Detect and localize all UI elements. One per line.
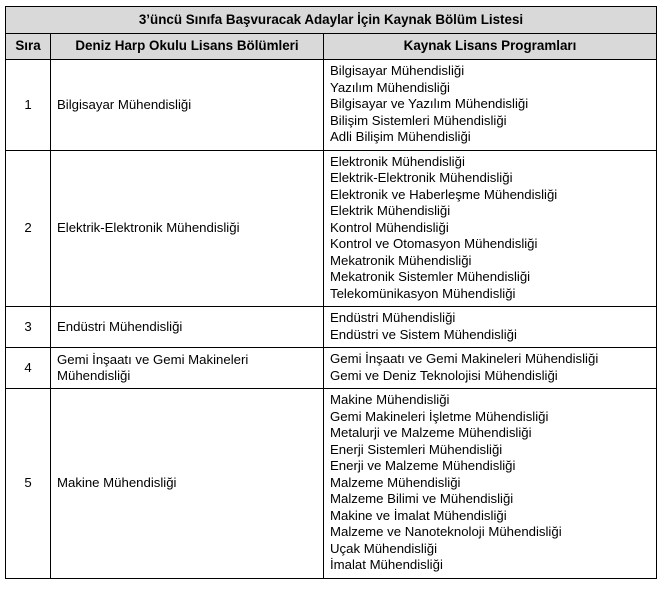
row-index: 1 [6,60,51,151]
program-item: Elektronik Mühendisliği [330,153,465,169]
program-item: Enerji ve Malzeme Mühendisliği [330,458,516,473]
program-item: Yazılım Mühendisliği [330,79,450,95]
row-index: 4 [6,348,51,389]
program-item: Bilgisayar ve Yazılım Mühendisliği [330,96,529,111]
program-item: Malzeme ve Nanoteknoloji Mühendisliği [330,524,562,539]
row-department: Bilgisayar Mühendisliği [51,60,324,151]
header-index: Sıra [6,34,51,60]
row-index: 3 [6,307,51,348]
row-programs [324,389,657,579]
program-item: Endüstri ve Sistem Mühendisliği [330,326,517,342]
program-item: Metalurji ve Malzeme Mühendisliği [330,425,532,440]
program-item: Malzeme Bilimi ve Mühendisliği [330,491,514,506]
table-header-row [6,34,657,60]
row-department: Elektrik-Elektronik Mühendisliği [51,150,324,307]
table-row [6,60,657,151]
program-item: İmalat Mühendisliği [330,557,443,572]
program-item: Elektrik Mühendisliği [330,203,451,218]
program-item: Makine ve İmalat Mühendisliği [330,507,507,523]
header-department: Deniz Harp Okulu Lisans Bölümleri [51,34,324,60]
row-programs [324,307,657,348]
program-item: Kontrol ve Otomasyon Mühendisliği [330,236,538,251]
program-item: Mekatronik Mühendisliği [330,252,472,268]
program-item: Elektronik ve Haberleşme Mühendisliği [330,186,558,202]
program-item: Kontrol Mühendisliği [330,219,449,235]
row-department: Endüstri Mühendisliği [51,307,324,348]
program-item: Elektrik-Elektronik Mühendisliği [330,170,513,185]
table-title-row [6,7,657,34]
row-department: Makine Mühendisliği [51,389,324,579]
program-item: Bilgisayar Mühendisliği [330,63,465,78]
table-row [6,307,657,348]
source-department-table [5,6,657,579]
program-item: Makine Mühendisliği [330,392,450,407]
program-item: Bilişim Sistemleri Mühendisliği [330,112,507,128]
row-programs [324,150,657,307]
program-item: Endüstri Mühendisliği [330,310,456,325]
row-index: 5 [6,389,51,579]
row-department: Gemi İnşaatı ve Gemi Makineleri Mühendisliği [51,348,324,389]
program-item: Gemi Makineleri İşletme Mühendisliği [330,408,549,424]
program-item: Malzeme Mühendisliği [330,474,461,490]
table-row [6,150,657,307]
row-programs [324,348,657,389]
table-row [6,389,657,579]
row-programs [324,60,657,151]
program-item: Gemi İnşaatı ve Gemi Makineleri Mühendisliği [330,351,599,366]
program-item: Adli Bilişim Mühendisliği [330,129,471,144]
program-item: Uçak Mühendisliği [330,540,438,556]
program-item: Telekomünikasyon Mühendisliği [330,285,516,301]
program-item: Mekatronik Sistemler Mühendisliği [330,269,531,284]
row-index: 2 [6,150,51,307]
header-programs: Kaynak Lisans Programları [324,34,657,60]
program-item: Gemi ve Deniz Teknolojisi Mühendisliği [330,367,558,383]
table-row [6,348,657,389]
table-title: 3’üncü Sınıfa Başvuracak Adaylar İçin Kaynak Bölüm Listesi [6,7,657,34]
program-item: Enerji Sistemleri Mühendisliği [330,441,503,457]
